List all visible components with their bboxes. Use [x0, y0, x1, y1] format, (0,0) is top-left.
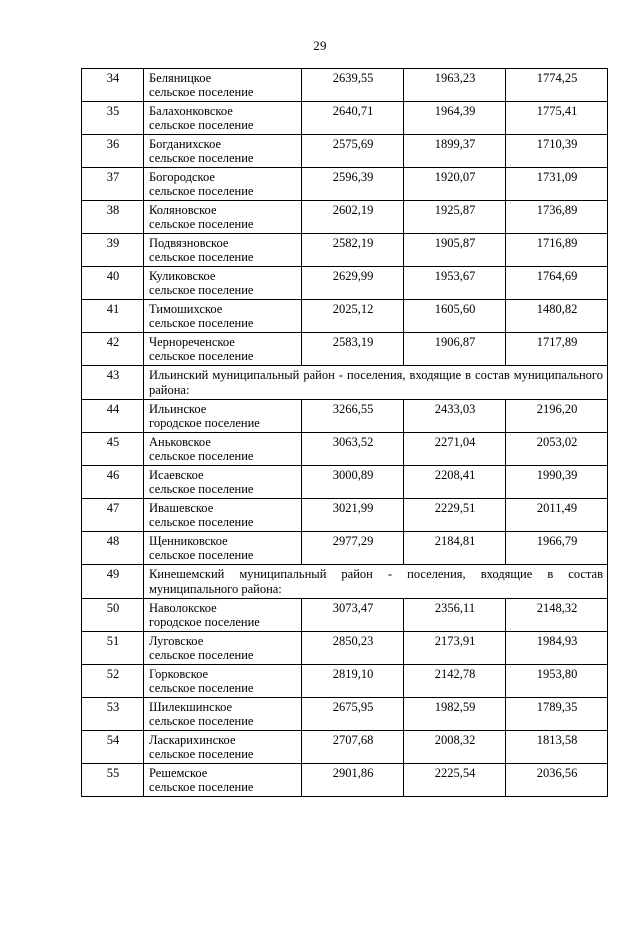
- settlement-name-line2: сельское поселение: [149, 349, 254, 363]
- settlement-name-line2: сельское поселение: [149, 283, 254, 297]
- settlement-name-line2: сельское поселение: [149, 151, 254, 165]
- value-cell-2: [404, 665, 506, 698]
- value-cell-2: [404, 201, 506, 234]
- value-text: 1990,39: [536, 468, 578, 482]
- value-cell-2: [404, 234, 506, 267]
- value-cell-2: [404, 400, 506, 433]
- value-cell-2: [404, 433, 506, 466]
- settlement-name-cell: [144, 300, 302, 333]
- value-cell-1: [302, 400, 404, 433]
- value-text: 2025,12: [332, 302, 374, 316]
- row-number-cell: [82, 69, 144, 102]
- value-cell-1: [302, 333, 404, 366]
- value-text: 3073,47: [332, 601, 374, 615]
- table-row: [82, 201, 608, 234]
- row-number: 41: [106, 302, 120, 316]
- value-text: 2575,69: [332, 137, 374, 151]
- value-text: 2196,20: [536, 402, 578, 416]
- row-number: 43: [106, 368, 120, 382]
- value-cell-2: [404, 135, 506, 168]
- row-number-cell: [82, 764, 144, 797]
- value-cell-1: [302, 69, 404, 102]
- value-text: 2582,19: [332, 236, 374, 250]
- value-cell-2: [404, 300, 506, 333]
- settlement-name-cell: [144, 201, 302, 234]
- value-text: 1966,79: [536, 534, 578, 548]
- settlement-name-cell: [144, 400, 302, 433]
- settlement-name-line2: сельское поселение: [149, 217, 254, 231]
- value-text: 2583,19: [332, 335, 374, 349]
- table-row: [82, 466, 608, 499]
- value-cell-2: [404, 731, 506, 764]
- value-text: 2008,32: [434, 733, 476, 747]
- value-text: 1982,59: [434, 700, 476, 714]
- value-text: 2850,23: [332, 634, 374, 648]
- value-text: 2011,49: [536, 501, 578, 515]
- value-cell-3: [506, 665, 608, 698]
- value-text: 2053,02: [536, 435, 578, 449]
- settlement-name-line2: сельское поселение: [149, 85, 254, 99]
- page-number: 29: [313, 38, 327, 53]
- table-container: [81, 68, 603, 797]
- value-text: 2901,86: [332, 766, 374, 780]
- value-cell-1: [302, 665, 404, 698]
- settlement-name-line1: Шилекшинское: [149, 700, 233, 714]
- value-cell-1: [302, 135, 404, 168]
- settlement-name-cell: [144, 632, 302, 665]
- row-number-cell: [82, 599, 144, 632]
- settlement-name-line1: Тимошихское: [149, 302, 223, 316]
- value-cell-2: [404, 532, 506, 565]
- value-cell-3: [506, 300, 608, 333]
- value-cell-1: [302, 698, 404, 731]
- row-number-cell: [82, 665, 144, 698]
- value-cell-3: [506, 466, 608, 499]
- settlement-name-line2: сельское поселение: [149, 449, 254, 463]
- settlement-name-line1: Богородское: [149, 170, 215, 184]
- settlement-name-cell: [144, 731, 302, 764]
- table-row: [82, 433, 608, 466]
- row-number-cell: [82, 466, 144, 499]
- value-cell-2: [404, 698, 506, 731]
- value-text: 2433,03: [434, 402, 476, 416]
- table-row: [82, 764, 608, 797]
- settlement-name-line2: сельское поселение: [149, 681, 254, 695]
- section-header-text: Кинешемский муниципальный район - поселения, входящие в состав муниципального района:: [149, 567, 603, 596]
- row-number: 34: [106, 71, 120, 85]
- table-row: [82, 135, 608, 168]
- settlement-name-cell: [144, 168, 302, 201]
- settlement-name-line2: сельское поселение: [149, 548, 254, 562]
- value-cell-1: [302, 234, 404, 267]
- value-text: 2229,51: [434, 501, 476, 515]
- value-cell-3: [506, 499, 608, 532]
- value-text: 1480,82: [536, 302, 578, 316]
- value-text: 2173,91: [434, 634, 476, 648]
- settlement-name-line2: городское поселение: [149, 615, 260, 629]
- value-text: 2977,29: [332, 534, 374, 548]
- settlement-name-cell: [144, 433, 302, 466]
- settlement-name-line1: Ильинское: [149, 402, 207, 416]
- settlement-name-cell: [144, 532, 302, 565]
- table-row: [82, 300, 608, 333]
- value-text: 1736,89: [536, 203, 578, 217]
- value-text: 2036,56: [536, 766, 578, 780]
- value-text: 1764,69: [536, 269, 578, 283]
- value-text: 2208,41: [434, 468, 476, 482]
- settlement-name-line2: сельское поселение: [149, 747, 254, 761]
- settlement-name-line1: Куликовское: [149, 269, 216, 283]
- value-text: 1775,41: [536, 104, 578, 118]
- row-number-cell: [82, 168, 144, 201]
- section-header-cell: [144, 565, 608, 599]
- row-number: 47: [106, 501, 120, 515]
- row-number: 52: [106, 667, 120, 681]
- value-text: 1789,35: [536, 700, 578, 714]
- value-text: 3021,99: [332, 501, 374, 515]
- settlement-name-cell: [144, 698, 302, 731]
- value-cell-3: [506, 135, 608, 168]
- value-cell-3: [506, 764, 608, 797]
- row-number: 55: [106, 766, 120, 780]
- value-cell-2: [404, 466, 506, 499]
- value-cell-3: [506, 433, 608, 466]
- table-row: [82, 366, 608, 400]
- value-text: 2356,11: [434, 601, 476, 615]
- settlement-name-line2: сельское поселение: [149, 515, 254, 529]
- row-number: 53: [106, 700, 120, 714]
- value-text: 2142,78: [434, 667, 476, 681]
- value-text: 2271,04: [434, 435, 476, 449]
- value-cell-1: [302, 764, 404, 797]
- value-cell-1: [302, 499, 404, 532]
- settlement-name-line1: Ивашевское: [149, 501, 214, 515]
- row-number: 38: [106, 203, 120, 217]
- value-text: 1716,89: [536, 236, 578, 250]
- value-cell-1: [302, 102, 404, 135]
- value-cell-2: [404, 499, 506, 532]
- row-number: 37: [106, 170, 120, 184]
- settlement-name-cell: [144, 665, 302, 698]
- value-text: 1899,37: [434, 137, 476, 151]
- settlement-name-line2: сельское поселение: [149, 648, 254, 662]
- table-row: [82, 632, 608, 665]
- table-row: [82, 499, 608, 532]
- value-text: 1905,87: [434, 236, 476, 250]
- row-number: 39: [106, 236, 120, 250]
- table-row: [82, 731, 608, 764]
- row-number-cell: [82, 731, 144, 764]
- value-cell-1: [302, 201, 404, 234]
- row-number-cell: [82, 499, 144, 532]
- table-row: [82, 168, 608, 201]
- value-cell-2: [404, 168, 506, 201]
- budget-table: [81, 68, 608, 797]
- value-cell-3: [506, 102, 608, 135]
- settlement-name-line1: Беляницкое: [149, 71, 212, 85]
- value-cell-2: [404, 267, 506, 300]
- section-header-cell: [144, 366, 608, 400]
- value-cell-1: [302, 632, 404, 665]
- table-row: [82, 599, 608, 632]
- row-number-cell: [82, 565, 144, 599]
- row-number: 51: [106, 634, 120, 648]
- row-number: 42: [106, 335, 120, 349]
- row-number-cell: [82, 632, 144, 665]
- value-cell-2: [404, 764, 506, 797]
- settlement-name-cell: [144, 267, 302, 300]
- value-text: 3063,52: [332, 435, 374, 449]
- settlement-name-line1: Наволокское: [149, 601, 217, 615]
- value-cell-1: [302, 731, 404, 764]
- value-cell-2: [404, 632, 506, 665]
- table-row: [82, 532, 608, 565]
- value-cell-3: [506, 69, 608, 102]
- row-number: 44: [106, 402, 120, 416]
- table-row: [82, 234, 608, 267]
- row-number-cell: [82, 366, 144, 400]
- value-cell-2: [404, 102, 506, 135]
- value-cell-1: [302, 168, 404, 201]
- value-cell-3: [506, 599, 608, 632]
- value-text: 1984,93: [536, 634, 578, 648]
- row-number-cell: [82, 333, 144, 366]
- row-number-cell: [82, 300, 144, 333]
- value-text: 1953,80: [536, 667, 578, 681]
- row-number: 40: [106, 269, 120, 283]
- value-text: 2225,54: [434, 766, 476, 780]
- settlement-name-line1: Исаевское: [149, 468, 204, 482]
- settlement-name-line1: Балахонковское: [149, 104, 233, 118]
- value-text: 3000,89: [332, 468, 374, 482]
- value-text: 2596,39: [332, 170, 374, 184]
- table-row: [82, 333, 608, 366]
- value-text: 1813,58: [536, 733, 578, 747]
- settlement-name-cell: [144, 69, 302, 102]
- row-number-cell: [82, 433, 144, 466]
- value-text: 1953,67: [434, 269, 476, 283]
- value-cell-3: [506, 532, 608, 565]
- value-text: 1731,09: [536, 170, 578, 184]
- settlement-name-line1: Богданихское: [149, 137, 222, 151]
- row-number-cell: [82, 102, 144, 135]
- settlement-name-line1: Щенниковское: [149, 534, 228, 548]
- settlement-name-cell: [144, 499, 302, 532]
- value-cell-1: [302, 532, 404, 565]
- value-cell-3: [506, 333, 608, 366]
- settlement-name-line2: городское поселение: [149, 416, 260, 430]
- row-number: 36: [106, 137, 120, 151]
- settlement-name-line1: Коляновское: [149, 203, 217, 217]
- value-text: 1717,89: [536, 335, 578, 349]
- settlement-name-cell: [144, 466, 302, 499]
- settlement-name-line1: Горковское: [149, 667, 209, 681]
- settlement-name-line1: Ласкарихинское: [149, 733, 236, 747]
- value-text: 2184,81: [434, 534, 476, 548]
- value-cell-1: [302, 433, 404, 466]
- document-page: [0, 38, 640, 943]
- value-cell-1: [302, 267, 404, 300]
- settlement-name-line1: Луговское: [149, 634, 204, 648]
- table-row: [82, 102, 608, 135]
- value-cell-3: [506, 632, 608, 665]
- settlement-name-line1: Аньковское: [149, 435, 211, 449]
- table-row: [82, 698, 608, 731]
- row-number: 48: [106, 534, 120, 548]
- settlement-name-cell: [144, 764, 302, 797]
- value-cell-1: [302, 466, 404, 499]
- settlement-name-cell: [144, 135, 302, 168]
- value-text: 2819,10: [332, 667, 374, 681]
- value-text: 1963,23: [434, 71, 476, 85]
- row-number-cell: [82, 135, 144, 168]
- value-cell-3: [506, 234, 608, 267]
- settlement-name-line2: сельское поселение: [149, 184, 254, 198]
- settlement-name-cell: [144, 234, 302, 267]
- row-number: 50: [106, 601, 120, 615]
- table-row: [82, 665, 608, 698]
- value-text: 1605,60: [434, 302, 476, 316]
- value-cell-3: [506, 698, 608, 731]
- row-number-cell: [82, 532, 144, 565]
- row-number: 54: [106, 733, 120, 747]
- row-number: 45: [106, 435, 120, 449]
- settlement-name-line1: Чернореченское: [149, 335, 235, 349]
- settlement-name-line1: Подвязновское: [149, 236, 229, 250]
- value-text: 1774,25: [536, 71, 578, 85]
- value-cell-1: [302, 300, 404, 333]
- table-row: [82, 565, 608, 599]
- value-text: 1906,87: [434, 335, 476, 349]
- row-number-cell: [82, 234, 144, 267]
- row-number-cell: [82, 267, 144, 300]
- settlement-name-cell: [144, 102, 302, 135]
- value-cell-3: [506, 267, 608, 300]
- value-cell-1: [302, 599, 404, 632]
- value-cell-2: [404, 333, 506, 366]
- settlement-name-line2: сельское поселение: [149, 780, 254, 794]
- value-text: 2629,99: [332, 269, 374, 283]
- row-number-cell: [82, 201, 144, 234]
- value-cell-2: [404, 599, 506, 632]
- value-cell-3: [506, 201, 608, 234]
- settlement-name-line2: сельское поселение: [149, 250, 254, 264]
- value-text: 1964,39: [434, 104, 476, 118]
- row-number: 46: [106, 468, 120, 482]
- value-text: 1925,87: [434, 203, 476, 217]
- table-body: [82, 69, 608, 797]
- row-number-cell: [82, 400, 144, 433]
- table-row: [82, 400, 608, 433]
- row-number-cell: [82, 698, 144, 731]
- value-cell-3: [506, 168, 608, 201]
- value-cell-3: [506, 731, 608, 764]
- value-cell-2: [404, 69, 506, 102]
- value-text: 1710,39: [536, 137, 578, 151]
- settlement-name-line1: Решемское: [149, 766, 208, 780]
- table-row: [82, 69, 608, 102]
- row-number: 35: [106, 104, 120, 118]
- settlement-name-line2: сельское поселение: [149, 118, 254, 132]
- section-header-text: Ильинский муниципальный район - поселения, входящие в состав муниципального района:: [149, 368, 603, 397]
- settlement-name-cell: [144, 599, 302, 632]
- row-number: 49: [106, 567, 120, 581]
- settlement-name-cell: [144, 333, 302, 366]
- value-text: 1920,07: [434, 170, 476, 184]
- value-text: 2675,95: [332, 700, 374, 714]
- settlement-name-line2: сельское поселение: [149, 714, 254, 728]
- value-text: 2639,55: [332, 71, 374, 85]
- value-text: 2148,32: [536, 601, 578, 615]
- value-text: 3266,55: [332, 402, 374, 416]
- table-row: [82, 267, 608, 300]
- value-text: 2602,19: [332, 203, 374, 217]
- value-text: 2640,71: [332, 104, 374, 118]
- settlement-name-line2: сельское поселение: [149, 482, 254, 496]
- settlement-name-line2: сельское поселение: [149, 316, 254, 330]
- value-text: 2707,68: [332, 733, 374, 747]
- value-cell-3: [506, 400, 608, 433]
